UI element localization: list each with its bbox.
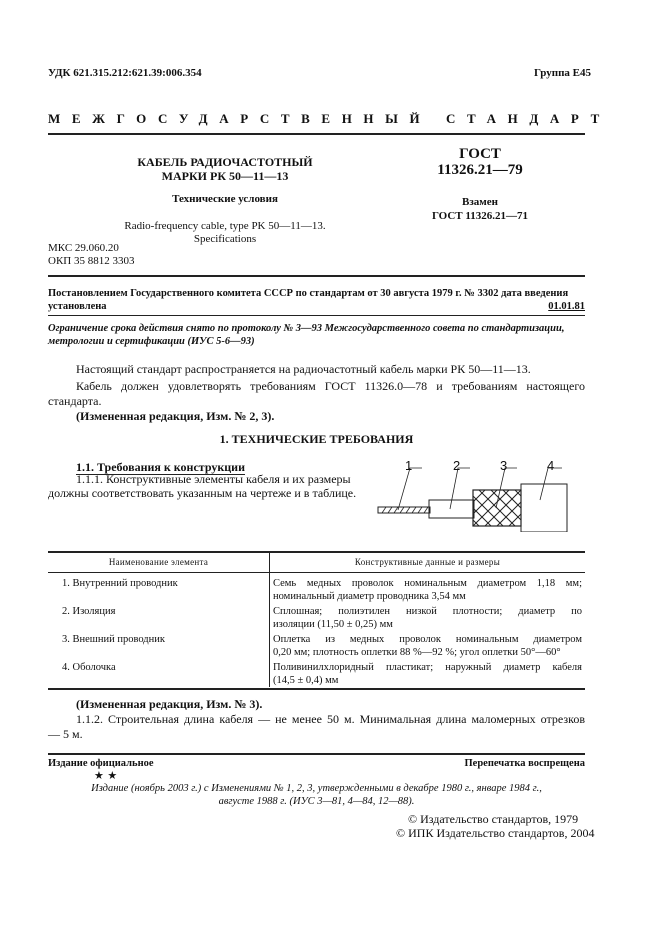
restriction-line-2: метрологии и сертификации (ИУС 5-6—93) [48,336,255,347]
table-row-3-data-line-1: Оплетка из медных проволок номинальным диаметром [273,634,582,645]
restriction-line-1: Ограничение срока действия снято по протоколу № 3—93 Межгосударственного совета по стандартизации, [48,323,565,334]
title-line-2: МАРКИ РК 50—11—13 [161,169,289,183]
table-row-4-data-line-1: Поливинилхлоридный пластикат; наружный диаметр кабеля [273,662,582,673]
gost-number: 11326.21—79 [437,162,523,178]
banner-divider [48,133,585,135]
construction-heading: 1.1. Требования к конструкции [76,460,246,474]
copyright-1979: © Издательство стандартов, 1979 [408,812,579,826]
title-divider [48,275,585,277]
table-top-border [48,551,585,553]
table-row-2-name: 2. Изоляция [62,606,116,617]
table-header-divider [48,572,585,573]
figure-label-1: 1 [405,458,413,473]
standard-banner: МЕЖГОСУДАРСТВЕННЫЙ СТАНДАРТ [48,111,611,126]
table-row-4-data-line-2: (14,5 ± 0,4) мм [273,675,339,686]
item-111-line-1: 1.1.1. Конструктивные элементы кабеля и их размеры [76,472,351,486]
inner-conductor-hatch [382,507,428,513]
replaces-label: Взамен [462,196,498,208]
gost-label: ГОСТ [459,146,501,162]
figure-label-3: 3 [500,458,508,473]
stars-mark: ★ ★ [94,769,118,782]
mks-code: МКС 29.060.20 [48,242,119,254]
title-line-1: КАБЕЛЬ РАДИОЧАСТОТНЫЙ [137,155,313,169]
edition-line-2: августе 1988 г. (ИУС 3—81, 4—84, 12—88). [218,796,415,807]
item-111-line-2: должны соответствовать указанным на чертеже и в таблице. [48,486,357,500]
amendment-note-2: (Измененная редакция, Изм. № 3). [76,697,263,711]
table-row-1-data-line-2: номинальный диаметр проводника 3,54 мм [273,591,466,602]
section-title: 1. ТЕХНИЧЕСКИЕ ТРЕБОВАНИЯ [219,432,414,446]
table-bottom-border [48,688,585,690]
decree-divider [48,315,585,316]
reprint-prohibited: Перепечатка воспрещена [464,758,585,769]
subtitle: Технические условия [172,193,278,205]
table-row-4-name: 4. Оболочка [62,662,116,673]
replaces-value: ГОСТ 11326.21—71 [431,210,529,222]
figure-label-4: 4 [547,458,555,473]
item-112-line-1: 1.1.2. Строительная длина кабеля — не менее 50 м. Минимальная длина маломерных отрезков [76,712,585,726]
table-row-1-name: 1. Внутренний проводник [62,578,178,589]
figure-label-2: 2 [453,458,461,473]
table-header-data: Конструктивные данные и размеры [354,557,501,567]
table-row-2-data-line-2: изоляции (11,50 ± 0,25) мм [273,619,393,630]
udk-code: УДК 621.315.212:621.39:006.354 [48,67,202,79]
copyright-2004: © ИПК Издательство стандартов, 2004 [396,826,595,840]
table-header-name: Наименование элемента [108,557,209,567]
footer-divider [48,753,585,755]
item-112-line-2: — 5 м. [48,727,83,741]
english-title-line-2: Specifications [193,233,257,245]
table-row-3-data-line-2: 0,20 мм; плотность оплетки 88 %—92 %; угол оплетки 50°—60° [273,647,561,658]
paragraph-requirements-line-1: Кабель должен удовлетворять требованиям ГОСТ 11326.0—78 и требованиям настоящего [76,379,585,393]
outer-sheath-shape [521,484,567,532]
table-row-2-data-line-1: Сплошная; полиэтилен низкой плотности; диаметр по [273,606,582,617]
decree-line-2: установлена [48,301,107,312]
okp-code: ОКП 35 8812 3303 [48,255,135,267]
paragraph-requirements-line-2: стандарта. [48,394,102,408]
table-column-divider [269,552,270,687]
decree-date: 01.01.81 [548,301,585,312]
decree-line-1: Постановлением Государственного комитета СССР по стандартам от 30 августа 1979 г. № 3302 дата введения [48,288,569,299]
group-code: Группа Е45 [533,67,591,79]
paragraph-scope: Настоящий стандарт распространяется на радиочастотный кабель марки РК 50—11—13. [76,362,531,376]
edition-line-1: Издание (ноябрь 2003 г.) с Изменениями № 1, 2, 3, утвержденными в декабре 1980 г., январе 1984 г., [91,783,542,794]
official-edition: Издание официальное [48,758,154,769]
english-title-line-1: Radio-frequency cable, type PK 50—11—13. [124,220,326,232]
amendment-note-1: (Измененная редакция, Изм. № 2, 3). [76,409,275,423]
table-row-1-data-line-1: Семь медных проволок номинальным диаметром 1,18 мм; [273,578,582,589]
outer-braid-hatch [473,490,521,526]
table-row-3-name: 3. Внешний проводник [62,634,165,645]
